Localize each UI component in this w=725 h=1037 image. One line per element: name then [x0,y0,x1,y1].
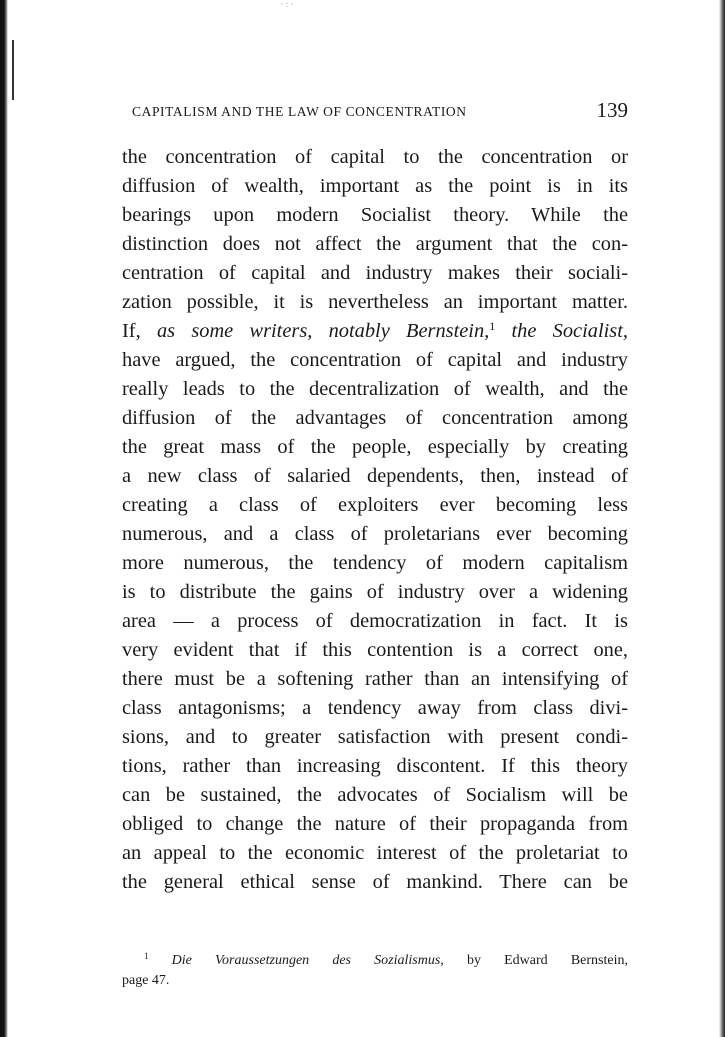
page-edge-left [0,0,8,1037]
text-line: creating a class of exploiters ever becoming less [122,494,628,516]
footnote-text: by Edward Bernstein, [443,953,628,968]
italic-phrase: as some writers, notably Bernstein, [156,320,490,342]
text-line: bearings upon modern Socialist theory. While the [122,204,628,226]
running-title: CAPITALISM AND THE LAW OF CONCENTRATION [132,104,467,119]
text-line: centration of capital and industry makes their sociali- [122,262,628,284]
running-head [132,100,628,124]
text-line: the concentration of capital to the concentration or [122,146,628,168]
text-line: an appeal to the economic interest of the proletariat to [122,842,628,864]
text-line: the great mass of the people, especially by creating [122,436,628,458]
footnote-page: page 47. [122,973,170,988]
text-line-with-reference [122,317,628,346]
line-prefix: If, [122,320,157,342]
text-line: the general ethical sense of mankind. There can be [122,871,628,893]
page-number: 139 [596,98,628,122]
text-line: more numerous, the tendency of modern capitalism [122,552,628,574]
text-line: really leads to the decentralization of wealth, and the [122,378,628,400]
text-line: diffusion of the advantages of concentration among [122,407,628,429]
scan-mark [12,40,14,100]
footnote-line [122,946,628,971]
footnote-title: Die Voraussetzungen des Sozialismus, [171,953,444,968]
footnote-mark: 1 [144,951,149,961]
text-line: very evident that if this contention is a correct one, [122,639,628,661]
text-line: numerous, and a class of proletarians ever becoming [122,523,628,545]
text-line: area — a process of democratization in fact. It is [122,610,628,632]
text-line: tions, rather than increasing discontent. If this theory [122,755,628,777]
text-line: class antagonisms; a tendency away from class divi- [122,697,628,719]
text-line: there must be a softening rather than an intensifying of [122,668,628,690]
text-line: distinction does not affect the argument that the con- [122,233,628,255]
scan-smudge: ·:· [280,0,296,10]
footnote-reference[interactable]: 1 [489,319,496,333]
text-line: sions, and to greater satisfaction with present condi- [122,726,628,748]
text-line: is to distribute the gains of industry over a widening [122,581,628,603]
text-line: zation possible, it is nevertheless an important matter. [122,291,628,313]
text-line: diffusion of wealth, important as the point is in its [122,175,628,197]
footnote [122,946,628,991]
body-text [122,143,628,897]
text-line: obliged to change the nature of their propaganda from [122,813,628,835]
text-line: have argued, the concentration of capital and industry [122,349,628,371]
text-line: can be sustained, the advocates of Socialism will be [122,784,628,806]
page-edge-right [719,0,725,1037]
text-line: a new class of salaried dependents, then, instead of [122,465,628,487]
italic-phrase: the Socialist, [495,320,629,342]
